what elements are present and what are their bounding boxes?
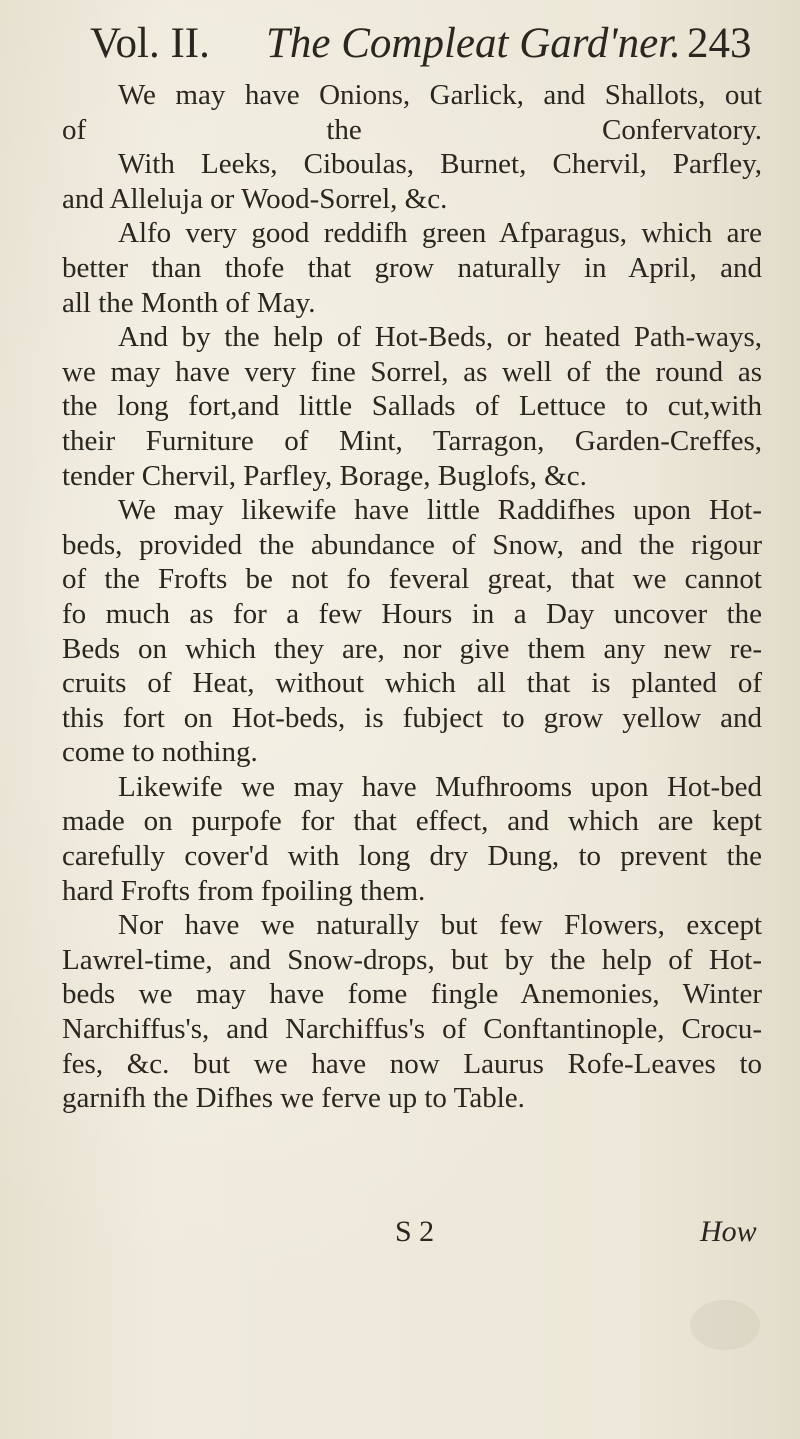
text-line: we may have very fine Sorrel, as well of the round as [62, 355, 762, 388]
text-line: this fort on Hot-beds, is fubject to grow yellow and [62, 701, 762, 734]
text-line: come to nothing. [62, 736, 258, 769]
text-line: made on purpofe for that effect, and which are kept [62, 805, 762, 838]
text-line: cruits of Heat, without which all that is planted of [62, 667, 762, 700]
text-line: tender Chervil, Parfley, Borage, Buglofs, &c. [62, 459, 587, 492]
text-line: Lawrel-time, and Snow-drops, but by the help of Hot- [62, 943, 762, 976]
text-line: carefully cover'd with long dry Dung, to prevent the [62, 840, 762, 873]
text-line: Beds on which they are, nor give them any new re- [62, 632, 762, 665]
body-text [62, 78, 762, 1116]
text-line: their Furniture of Mint, Tarragon, Garden-Creffes, [62, 424, 762, 457]
text-line: and Alleluja or Wood-Sorrel, &c. [62, 182, 448, 215]
text-line: of the Frofts be not fo feveral great, that we cannot [62, 563, 762, 596]
text-line: the long fort,and little Sallads of Lettuce to cut,with [62, 390, 762, 423]
paper-stain [690, 1300, 760, 1350]
text-line: garnifh the Difhes we ferve up to Table. [62, 1082, 525, 1115]
text-line: With Leeks, Ciboulas, Burnet, Chervil, Parfley, [118, 148, 762, 181]
text-line: fes, &c. but we have now Laurus Rofe-Leaves to [62, 1047, 762, 1080]
signature-mark: S 2 [395, 1215, 435, 1248]
catchword: How [700, 1215, 757, 1248]
text-line: all the Month of May. [62, 286, 316, 319]
running-header [90, 14, 790, 74]
text-line: Alfo very good reddifh green Afparagus, which are [118, 217, 762, 250]
text-line: Likewife we may have Mufhrooms upon Hot-bed [118, 770, 762, 803]
text-line: We may likewife have little Raddifhes upon Hot- [118, 494, 762, 527]
page-number: 243 [687, 20, 752, 67]
text-line: Narchiffus's, and Narchiffus's of Conftantinople, Crocu- [62, 1013, 762, 1046]
text-line: of the Confervatory. [62, 113, 762, 146]
text-line: We may have Onions, Garlick, and Shallots, out [118, 79, 762, 111]
book-title: The Compleat Gard'ner. [266, 20, 681, 67]
text-line: And by the help of Hot-Beds, or heated Path-ways, [118, 321, 762, 354]
text-line: hard Frofts from fpoiling them. [62, 874, 426, 907]
text-line: beds, provided the abundance of Snow, and the rigour [62, 528, 762, 561]
text-line: better than thofe that grow naturally in April, and [62, 251, 762, 284]
text-line: beds we may have fome fingle Anemonies, Winter [62, 978, 762, 1011]
text-line: fo much as for a few Hours in a Day uncover the [62, 597, 762, 630]
text-line: Nor have we naturally but few Flowers, except [118, 909, 762, 942]
volume-label: Vol. II. [90, 20, 210, 67]
